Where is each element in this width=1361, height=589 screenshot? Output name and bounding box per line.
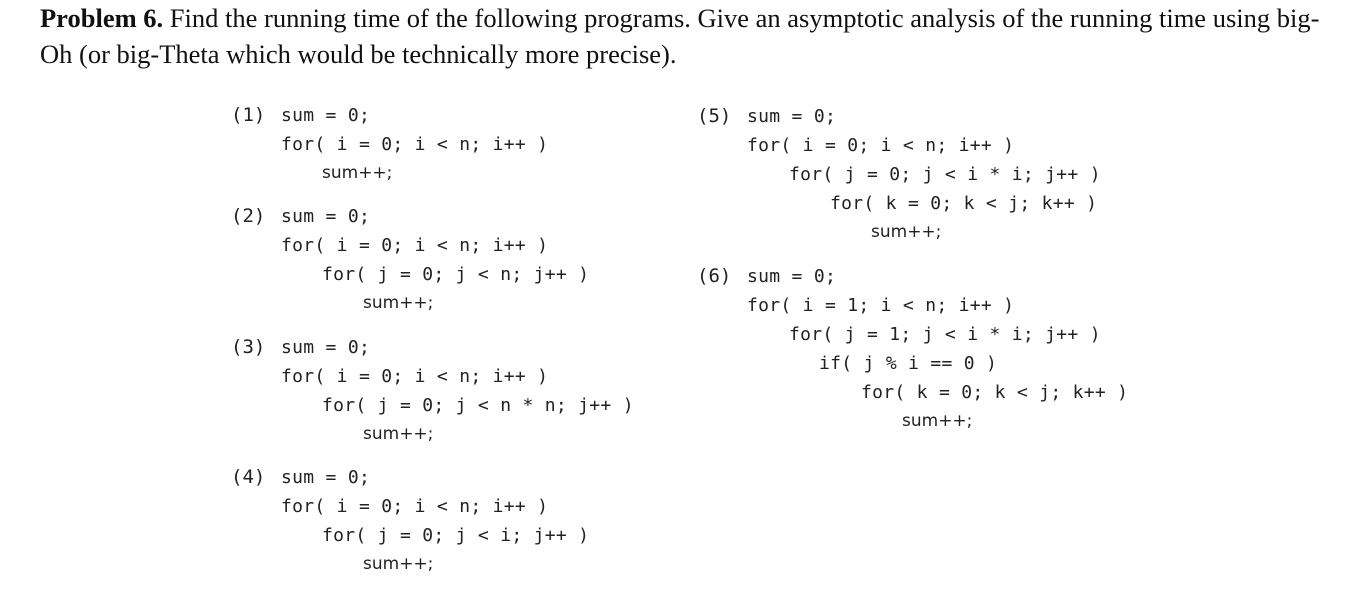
problem-heading: Problem 6. <box>40 3 164 33</box>
code-line: for( j = 0; j < i; j++ ) <box>322 525 590 546</box>
program-3-label: (3) <box>231 336 266 358</box>
code-line: sum = 0; <box>281 206 371 227</box>
code-line: for( j = 0; j < n; j++ ) <box>322 264 590 285</box>
code-line: for( i = 0; i < n; i++ ) <box>281 235 549 256</box>
problem-description: Find the running time of the following programs. Give an asymptotic analysis of the running time using big-Oh (or big-Theta which would be technically more precise). <box>40 3 1320 69</box>
program-4-label: (4) <box>231 466 266 488</box>
code-line: sum = 0; <box>747 106 837 127</box>
code-line: for( j = 1; j < i * i; j++ ) <box>789 324 1101 345</box>
code-line: sum = 0; <box>747 266 837 287</box>
code-line: sum++; <box>363 293 434 313</box>
code-line: for( j = 0; j < n * n; j++ ) <box>322 395 634 416</box>
code-line: sum++; <box>902 411 973 431</box>
code-line: sum++; <box>363 424 434 444</box>
code-line: sum = 0; <box>281 337 371 358</box>
code-line: sum++; <box>363 554 434 574</box>
code-line: sum++; <box>322 163 393 183</box>
code-line: for( k = 0; k < j; k++ ) <box>861 382 1129 403</box>
code-line: for( i = 1; i < n; i++ ) <box>747 295 1015 316</box>
program-6-label: (6) <box>697 265 732 287</box>
code-line: sum++; <box>871 222 942 242</box>
code-line: sum = 0; <box>281 105 371 126</box>
program-5-label: (5) <box>697 105 732 127</box>
problem-statement <box>40 0 1340 72</box>
code-line: for( i = 0; i < n; i++ ) <box>281 366 549 387</box>
program-1-label: (1) <box>231 104 266 126</box>
code-line: sum = 0; <box>281 467 371 488</box>
code-line: for( i = 0; i < n; i++ ) <box>747 135 1015 156</box>
code-line: for( k = 0; k < j; k++ ) <box>830 193 1098 214</box>
code-line: if( j % i == 0 ) <box>819 353 998 374</box>
code-line: for( i = 0; i < n; i++ ) <box>281 134 549 155</box>
code-line: for( i = 0; i < n; i++ ) <box>281 496 549 517</box>
code-line: for( j = 0; j < i * i; j++ ) <box>789 164 1101 185</box>
program-2-label: (2) <box>231 205 266 227</box>
